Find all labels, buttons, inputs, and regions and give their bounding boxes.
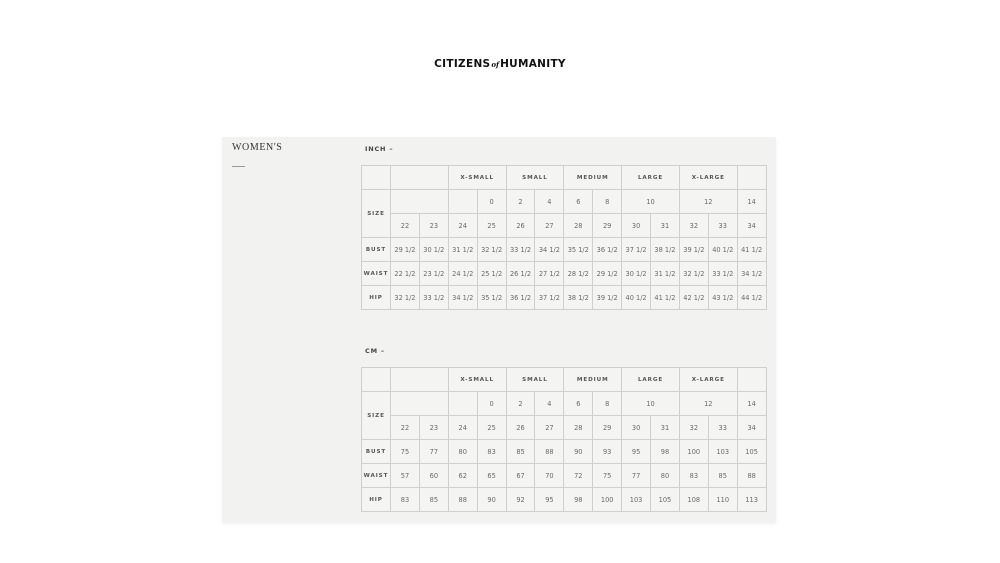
size-cell: 0	[477, 392, 506, 416]
row-label-size: SIZE	[362, 392, 391, 440]
row-label-bust: BUST	[362, 238, 391, 262]
measure-cell: 33 1/2	[506, 238, 535, 262]
size-cell: 30	[622, 416, 651, 440]
size-cell: 31	[651, 214, 680, 238]
size-cell: 32	[679, 416, 708, 440]
row-label-size: SIZE	[362, 190, 391, 238]
group-large: LARGE	[622, 368, 680, 392]
size-cell: 33	[708, 416, 737, 440]
cm-unit-label: CM –	[365, 347, 385, 355]
measure-cell: 32 1/2	[477, 238, 506, 262]
size-cell: 22	[391, 214, 420, 238]
group-large: LARGE	[622, 166, 680, 190]
size-cell: 27	[535, 214, 564, 238]
measure-cell: 44 1/2	[737, 286, 766, 310]
empty-cell	[362, 368, 391, 392]
empty-cell	[448, 392, 477, 416]
measure-cell: 30 1/2	[622, 262, 651, 286]
size-cell: 22	[391, 416, 420, 440]
group-small: SMALL	[506, 368, 564, 392]
measure-cell: 36 1/2	[593, 238, 622, 262]
measure-cell: 100	[593, 488, 622, 512]
measure-cell: 26 1/2	[506, 262, 535, 286]
measure-cell: 34 1/2	[535, 238, 564, 262]
measure-cell: 90	[564, 440, 593, 464]
measure-cell: 83	[391, 488, 420, 512]
size-cell: 27	[535, 416, 564, 440]
size-cell: 29	[593, 214, 622, 238]
group-medium: MEDIUM	[564, 368, 622, 392]
size-cell: 31	[651, 416, 680, 440]
size-cell: 2	[506, 392, 535, 416]
hip-row	[362, 286, 767, 310]
measure-cell: 41 1/2	[651, 286, 680, 310]
measure-cell: 85	[708, 464, 737, 488]
size-cell: 4	[535, 190, 564, 214]
measure-cell: 36 1/2	[506, 286, 535, 310]
size-cell: 26	[506, 416, 535, 440]
measure-cell: 88	[737, 464, 766, 488]
measure-cell: 110	[708, 488, 737, 512]
measure-cell: 33 1/2	[419, 286, 448, 310]
measure-cell: 42 1/2	[679, 286, 708, 310]
measure-cell: 57	[391, 464, 420, 488]
group-header-row	[362, 368, 767, 392]
empty-cell	[391, 166, 449, 190]
measure-cell: 65	[477, 464, 506, 488]
measure-cell: 93	[593, 440, 622, 464]
numeric-size-row	[362, 392, 767, 416]
size-cell: 0	[477, 190, 506, 214]
measure-cell: 38 1/2	[564, 286, 593, 310]
measure-cell: 32 1/2	[391, 286, 420, 310]
size-cell: 28	[564, 214, 593, 238]
empty-cell	[362, 166, 391, 190]
group-xsmall: X-SMALL	[448, 166, 506, 190]
brand-logo	[0, 58, 1000, 70]
measure-cell: 24 1/2	[448, 262, 477, 286]
measure-cell: 80	[651, 464, 680, 488]
size-cell: 10	[622, 190, 680, 214]
inch-unit-label: INCH –	[365, 145, 394, 153]
measure-cell: 31 1/2	[651, 262, 680, 286]
measure-cell: 22 1/2	[391, 262, 420, 286]
measure-cell: 105	[651, 488, 680, 512]
size-cell: 25	[477, 214, 506, 238]
measure-cell: 88	[448, 488, 477, 512]
section-divider	[232, 166, 245, 167]
empty-cell	[737, 368, 766, 392]
measure-cell: 35 1/2	[564, 238, 593, 262]
size-cell: 25	[477, 416, 506, 440]
measure-cell: 103	[622, 488, 651, 512]
size-cell: 29	[593, 416, 622, 440]
measure-cell: 98	[564, 488, 593, 512]
measure-cell: 108	[679, 488, 708, 512]
measure-cell: 92	[506, 488, 535, 512]
size-cell: 10	[622, 392, 680, 416]
empty-cell	[448, 190, 477, 214]
size-cell: 34	[737, 214, 766, 238]
empty-cell	[391, 392, 449, 416]
size-cell: 26	[506, 214, 535, 238]
measure-cell: 60	[419, 464, 448, 488]
measure-cell: 113	[737, 488, 766, 512]
group-xsmall: X-SMALL	[448, 368, 506, 392]
size-cell: 33	[708, 214, 737, 238]
row-label-hip: HIP	[362, 286, 391, 310]
size-cell: 23	[419, 416, 448, 440]
measure-cell: 39 1/2	[679, 238, 708, 262]
group-medium: MEDIUM	[564, 166, 622, 190]
measure-cell: 85	[419, 488, 448, 512]
group-xlarge: X-LARGE	[679, 166, 737, 190]
measure-cell: 62	[448, 464, 477, 488]
measure-cell: 83	[477, 440, 506, 464]
logo-text-citizens: CITIZENS	[434, 58, 491, 70]
measure-cell: 35 1/2	[477, 286, 506, 310]
measure-cell: 41 1/2	[737, 238, 766, 262]
measure-cell: 29 1/2	[391, 238, 420, 262]
measure-cell: 77	[622, 464, 651, 488]
measure-cell: 43 1/2	[708, 286, 737, 310]
size-cell: 34	[737, 416, 766, 440]
empty-cell	[391, 190, 449, 214]
measure-cell: 72	[564, 464, 593, 488]
measure-cell: 40 1/2	[708, 238, 737, 262]
row-label-bust: BUST	[362, 440, 391, 464]
measure-cell: 38 1/2	[651, 238, 680, 262]
waist-size-row	[362, 416, 767, 440]
measure-cell: 37 1/2	[535, 286, 564, 310]
measure-cell: 70	[535, 464, 564, 488]
size-cell: 12	[679, 190, 737, 214]
measure-cell: 75	[391, 440, 420, 464]
measure-cell: 34 1/2	[448, 286, 477, 310]
measure-cell: 67	[506, 464, 535, 488]
measure-cell: 88	[535, 440, 564, 464]
size-cell: 4	[535, 392, 564, 416]
measure-cell: 39 1/2	[593, 286, 622, 310]
row-label-hip: HIP	[362, 488, 391, 512]
group-small: SMALL	[506, 166, 564, 190]
size-cell: 6	[564, 190, 593, 214]
hip-row	[362, 488, 767, 512]
waist-row	[362, 464, 767, 488]
measure-cell: 103	[708, 440, 737, 464]
measure-cell: 95	[622, 440, 651, 464]
group-header-row	[362, 166, 767, 190]
numeric-size-row	[362, 190, 767, 214]
logo-text-of: of	[491, 60, 500, 69]
row-label-waist: WAIST	[362, 262, 391, 286]
size-cell: 6	[564, 392, 593, 416]
measure-cell: 37 1/2	[622, 238, 651, 262]
group-xlarge: X-LARGE	[679, 368, 737, 392]
cm-size-table	[361, 367, 767, 512]
bust-row	[362, 238, 767, 262]
measure-cell: 105	[737, 440, 766, 464]
size-cell: 8	[593, 190, 622, 214]
measure-cell: 30 1/2	[419, 238, 448, 262]
measure-cell: 34 1/2	[737, 262, 766, 286]
size-cell: 30	[622, 214, 651, 238]
size-cell: 8	[593, 392, 622, 416]
size-cell: 14	[737, 190, 766, 214]
size-cell: 24	[448, 214, 477, 238]
section-title: WOMEN'S	[232, 142, 283, 153]
measure-cell: 80	[448, 440, 477, 464]
measure-cell: 77	[419, 440, 448, 464]
logo-text-humanity: HUMANITY	[500, 58, 566, 70]
measure-cell: 90	[477, 488, 506, 512]
measure-cell: 83	[679, 464, 708, 488]
size-cell: 2	[506, 190, 535, 214]
measure-cell: 95	[535, 488, 564, 512]
bust-row	[362, 440, 767, 464]
measure-cell: 40 1/2	[622, 286, 651, 310]
size-cell: 28	[564, 416, 593, 440]
row-label-waist: WAIST	[362, 464, 391, 488]
size-cell: 24	[448, 416, 477, 440]
measure-cell: 75	[593, 464, 622, 488]
measure-cell: 31 1/2	[448, 238, 477, 262]
measure-cell: 33 1/2	[708, 262, 737, 286]
measure-cell: 27 1/2	[535, 262, 564, 286]
measure-cell: 29 1/2	[593, 262, 622, 286]
size-cell: 12	[679, 392, 737, 416]
waist-size-row	[362, 214, 767, 238]
empty-cell	[391, 368, 449, 392]
measure-cell: 28 1/2	[564, 262, 593, 286]
measure-cell: 100	[679, 440, 708, 464]
measure-cell: 25 1/2	[477, 262, 506, 286]
size-cell: 32	[679, 214, 708, 238]
empty-cell	[737, 166, 766, 190]
measure-cell: 85	[506, 440, 535, 464]
waist-row	[362, 262, 767, 286]
measure-cell: 32 1/2	[679, 262, 708, 286]
inch-size-table	[361, 165, 767, 310]
size-cell: 14	[737, 392, 766, 416]
size-cell: 23	[419, 214, 448, 238]
measure-cell: 23 1/2	[419, 262, 448, 286]
measure-cell: 98	[651, 440, 680, 464]
